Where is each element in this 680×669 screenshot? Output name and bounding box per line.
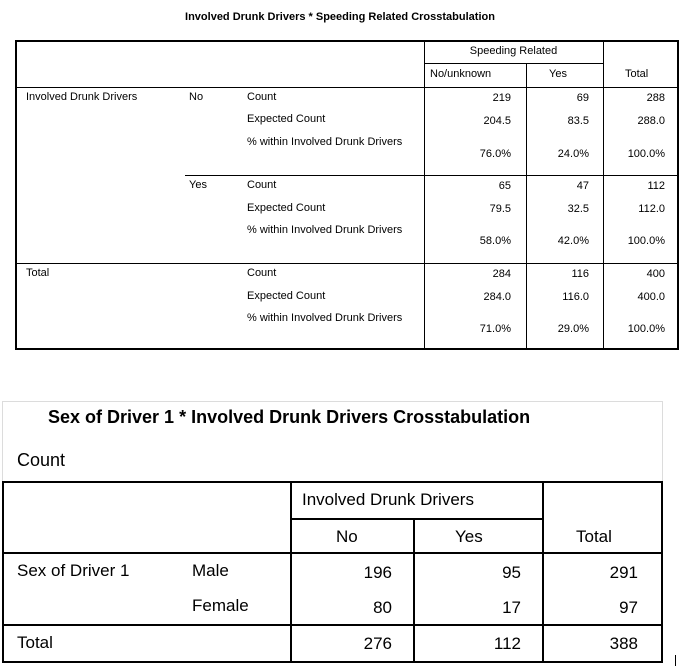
col-header: No/unknown <box>430 68 492 80</box>
table-cell: 58.0% <box>479 235 511 247</box>
table-cell: 76.0% <box>479 148 511 160</box>
table-cell: 291 <box>609 563 638 582</box>
table2-title: Sex of Driver 1 * Involved Drunk Drivers Crosstabulation <box>48 407 531 427</box>
table-cell: 24.0% <box>557 148 589 160</box>
header-rule <box>17 87 677 88</box>
header-rule <box>290 518 542 520</box>
stat-label: Count <box>247 91 277 103</box>
stat-label: % within Involved Drunk Drivers <box>247 136 403 148</box>
stat-label: Expected Count <box>247 290 326 302</box>
row-label: Male <box>192 561 229 580</box>
row-variable-label: Involved Drunk Drivers <box>26 91 138 103</box>
total-row-label: Total <box>26 267 50 279</box>
table-cell: 100.0% <box>627 323 665 335</box>
text-cursor <box>675 655 676 666</box>
table-cell: 388 <box>609 634 638 653</box>
header-rule <box>424 63 603 64</box>
table-cell: 400 <box>646 268 665 280</box>
total-row-label: Total <box>17 633 53 652</box>
col-header: Yes <box>549 68 567 80</box>
table-cell: 284 <box>492 268 511 280</box>
table-cell: 65 <box>498 180 511 192</box>
table-cell: 79.5 <box>489 203 511 215</box>
stat-label: Count <box>247 267 277 279</box>
table-cell: 112 <box>493 634 521 653</box>
stat-label: Expected Count <box>247 202 326 214</box>
group-rule <box>17 263 677 264</box>
table-cell: 32.5 <box>567 203 589 215</box>
table-cell: 47 <box>576 180 589 192</box>
table-cell: 116 <box>571 268 589 280</box>
table-cell: 17 <box>502 598 521 617</box>
table-cell: 29.0% <box>557 323 589 335</box>
total-rule <box>4 624 661 626</box>
stat-label: Expected Count <box>247 113 326 125</box>
row-group-label: No <box>189 91 204 103</box>
col-header: No <box>336 527 358 546</box>
table-cell: 112.0 <box>638 203 665 215</box>
table-cell: 97 <box>619 598 638 617</box>
table-cell: 112 <box>647 180 665 192</box>
table-cell: 204.5 <box>483 115 511 127</box>
table-cell: 95 <box>502 563 521 582</box>
col-header: Total <box>576 527 612 546</box>
table2-subtitle: Count <box>17 450 66 470</box>
row-label: Female <box>192 596 249 615</box>
col-group-header: Speeding Related <box>469 45 558 57</box>
table-cell: 42.0% <box>557 235 589 247</box>
group-rule <box>185 175 677 176</box>
stat-label: Count <box>247 179 277 191</box>
table-cell: 100.0% <box>627 148 665 160</box>
table-cell: 276 <box>363 634 392 653</box>
table-cell: 219 <box>492 92 511 104</box>
stat-label: % within Involved Drunk Drivers <box>247 224 403 236</box>
table-cell: 100.0% <box>627 235 665 247</box>
table-cell: 288 <box>646 92 665 104</box>
col-header: Yes <box>455 527 483 546</box>
table-cell: 83.5 <box>567 115 589 127</box>
table-cell: 400.0 <box>637 291 665 303</box>
row-group-label: Yes <box>189 179 207 191</box>
col-header: Total <box>625 68 649 80</box>
table-cell: 196 <box>363 563 392 582</box>
table-cell: 71.0% <box>479 323 511 335</box>
table-cell: 80 <box>373 598 392 617</box>
table-cell: 284.0 <box>483 291 511 303</box>
table1-title: Involved Drunk Drivers * Speeding Related Crosstabulation <box>185 11 495 23</box>
stat-label: % within Involved Drunk Drivers <box>247 312 403 324</box>
table-cell: 116.0 <box>562 291 589 303</box>
crosstab-table-speeding <box>15 40 679 350</box>
table-cell: 69 <box>576 92 589 104</box>
table-cell: 288.0 <box>637 115 665 127</box>
header-rule <box>4 552 661 554</box>
col-group-header: Involved Drunk Drivers <box>302 490 474 509</box>
row-variable-label: Sex of Driver 1 <box>17 561 130 580</box>
crosstab-table-sex <box>2 481 663 663</box>
